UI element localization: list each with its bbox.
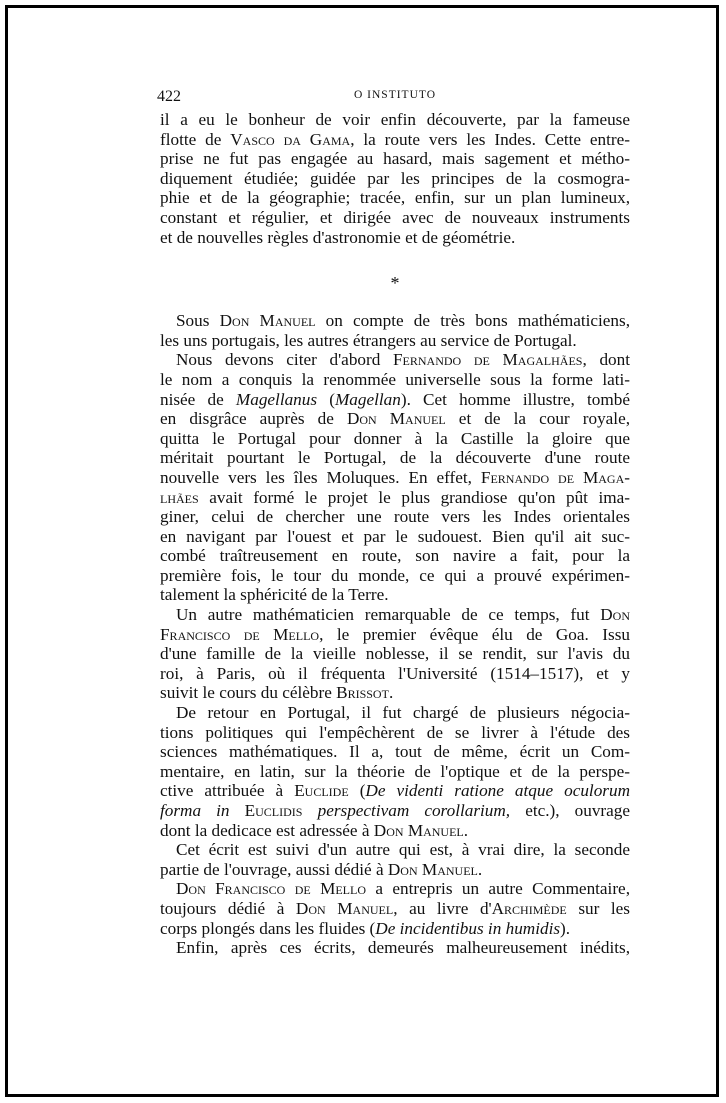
text-line: prise ne fut pas engagée au hasard, mais sagement et métho- xyxy=(160,149,630,169)
paragraph-6 xyxy=(160,840,630,879)
text-line: première fois, le tour du monde, ce qui a prouvé expérimen- xyxy=(160,565,630,585)
text-line: nisée de Magellanus (Magellan). Cet homme illustre, tombé xyxy=(160,389,630,409)
running-header xyxy=(157,88,630,110)
text-line: flotte de Vasco da Gama, la route vers les Indes. Cette entre- xyxy=(160,129,630,149)
text-line: il a eu le bonheur de voir enfin découverte, par la fameuse xyxy=(160,110,630,129)
text-line: d'une famille de la vieille noblesse, il se rendit, sur l'avis du xyxy=(160,644,630,664)
text-line: ctive attribuée à Euclide (De videnti ratione atque oculorum xyxy=(160,781,630,801)
text-line: nouvelle vers les îles Moluques. En effet, Fernando de Maga- xyxy=(160,467,630,487)
text-line: Cet écrit est suivi d'un autre qui est, à vrai dire, la seconde xyxy=(176,840,630,860)
paragraph-7 xyxy=(160,879,630,938)
running-title: O INSTITUTO xyxy=(353,89,437,101)
text-line: De retour en Portugal, il fut chargé de plusieurs négocia- xyxy=(176,703,630,723)
text-line: sciences mathématiques. Il a, tout de même, écrit un Com- xyxy=(160,742,630,762)
text-line: lhães avait formé le projet le plus grandiose qu'on pût ima- xyxy=(160,487,630,507)
text-line: tions politiques qui l'empêchèrent de se livrer à l'étude des xyxy=(160,722,630,742)
paragraph-1 xyxy=(160,110,630,247)
text-line: mentaire, en latin, sur la théorie de l'optique et de la perspe- xyxy=(160,761,630,781)
text-line: corps plongés dans les fluides (De incidentibus in humidis). xyxy=(160,918,571,938)
text-line: Enfin, après ces écrits, demeurés malheureusement inédits, xyxy=(176,938,630,958)
paragraph-2 xyxy=(160,311,630,350)
text-line: talement la sphéricité de la Terre. xyxy=(160,585,389,605)
text-line: Don Francisco de Mello a entrepris un autre Commentaire, xyxy=(176,879,630,899)
text-line: combé traîtreusement en route, son navire a fait, pour la xyxy=(160,546,630,566)
page-number: 422 xyxy=(157,88,181,105)
section-separator: * xyxy=(390,273,400,294)
text-line: et de nouvelles règles d'astronomie et de géométrie. xyxy=(160,227,516,247)
text-line: en navigant par l'ouest et par le sudouest. Bien qu'il ait suc- xyxy=(160,526,630,546)
text-line: partie de l'ouvrage, aussi dédié à Don Manuel. xyxy=(160,859,483,879)
text-line: giner, celui de chercher une route vers les Indes orientales xyxy=(160,507,630,527)
text-line: quitta le Portugal pour donner à la Castille la gloire que xyxy=(160,428,630,448)
text-line: méritait pourtant le Portugal, de la découverte d'une route xyxy=(160,448,630,468)
text-line: Sous Don Manuel on compte de très bons mathématiciens, xyxy=(176,311,631,331)
text-line: les uns portugais, les autres étrangers au service de Portugal. xyxy=(160,330,577,350)
text-line: roi, à Paris, où il fréquenta l'Université (1514–1517), et y xyxy=(160,663,630,683)
text-line: Francisco de Mello, le premier évêque élu de Goa. Issu xyxy=(160,624,630,644)
text-line: en disgrâce auprès de Don Manuel et de la cour royale, xyxy=(160,409,630,429)
book-page xyxy=(157,88,631,958)
text-line: Un autre mathématicien remarquable de ce temps, fut Don xyxy=(176,605,630,625)
text-line: dont la dedicace est adressée à Don Manuel. xyxy=(160,820,469,840)
text-line: diquement étudiée; guidée par les principes de la cosmogra- xyxy=(160,168,630,188)
paragraph-4 xyxy=(160,605,630,703)
text-line: toujours dédié à Don Manuel, au livre d'Archimède sur les xyxy=(160,898,630,918)
text-line: le nom a conquis la renommée universelle sous la forme lati- xyxy=(160,369,630,389)
text-line: Nous devons citer d'abord Fernando de Magalhães, dont xyxy=(176,350,630,370)
paragraph-3 xyxy=(160,350,630,605)
text-line: constant et régulier, et dirigée avec de nouveaux instruments xyxy=(160,207,630,227)
text-line: suivit le cours du célèbre Brissot. xyxy=(160,683,394,703)
text-line: phie et de la géographie; tracée, enfin, sur un plan lumineux, xyxy=(160,188,630,208)
paragraph-8 xyxy=(160,938,630,958)
text-line: forma in Euclidis perspectivam corollarium, etc.), ouvrage xyxy=(160,801,631,820)
paragraph-5 xyxy=(160,703,630,840)
